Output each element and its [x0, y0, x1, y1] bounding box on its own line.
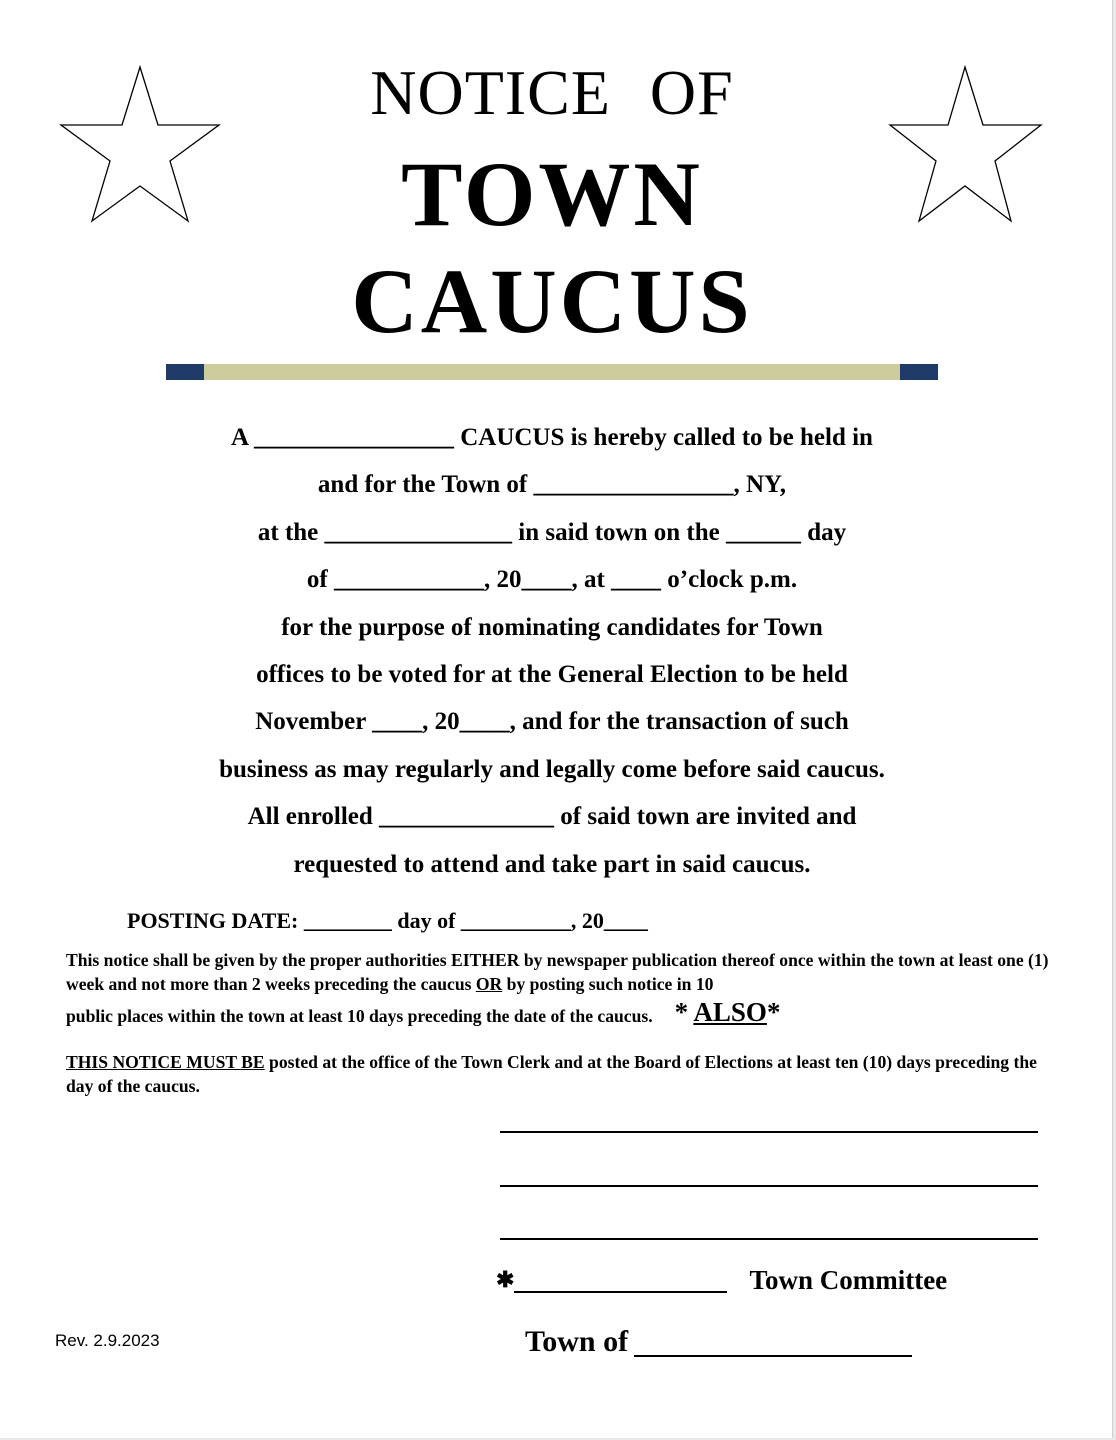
signature-line-3: [500, 1238, 1038, 1240]
body-line: A ________________ CAUCUS is hereby called to be held in: [231, 424, 873, 451]
body-line: requested to attend and take part in said caucus.: [293, 850, 811, 878]
body-line: and for the Town of ________________, NY,: [317, 471, 787, 499]
town-of-blank: [634, 1325, 912, 1357]
town-of-label: Town of: [525, 1325, 629, 1358]
notice-text-part1: This notice shall be given by the proper authorities EITHER by newspaper publication thereof once within the town at least one (1) week and not more than 2 weeks preceding the caucus: [66, 950, 1049, 994]
rule-right-block: [900, 364, 938, 380]
body-line: All enrolled ______________ of said town are invited and: [247, 803, 857, 831]
also-marker: [675, 997, 781, 1027]
town-of-row: [525, 1323, 912, 1361]
body-line: business as may regularly and legally come before said caucus.: [219, 755, 885, 783]
title-town: TOWN: [401, 143, 703, 245]
notice-instructions: [66, 948, 1056, 1028]
notice-or-word: OR: [475, 974, 503, 994]
also-word: ALSO: [693, 997, 767, 1027]
signature-line-1: [500, 1131, 1038, 1133]
also-suffix: *: [766, 997, 781, 1027]
signature-line-2: [500, 1185, 1038, 1187]
town-committee-row: [496, 1262, 947, 1298]
also-prefix: *: [674, 997, 694, 1027]
posting-date-line: POSTING DATE: ________ day of __________, 20____: [127, 908, 648, 933]
notice-last-line: public places within the town at least 10 days preceding the date of the caucus.: [66, 1006, 653, 1026]
body-line: at the _______________ in said town on the ______ day: [257, 518, 847, 546]
body-line: November ____, 20____, and for the transaction of such: [255, 708, 849, 736]
must-lead: THIS NOTICE MUST BE: [66, 1052, 265, 1072]
committee-blank: [514, 1263, 727, 1293]
posting-requirement: [66, 1050, 1056, 1098]
asterisk-icon: ✱: [496, 1267, 515, 1292]
title-notice-of: NOTICE OF: [370, 57, 734, 128]
rule-left-block: [166, 364, 204, 380]
body-line: offices to be voted for at the General Election to be held: [256, 660, 848, 688]
town-committee-label: Town Committee: [749, 1265, 948, 1295]
rule-middle-bar: [204, 364, 900, 380]
notice-last-line-wrap: [66, 997, 1056, 1028]
body-line: for the purpose of nominating candidates for Town: [281, 613, 823, 641]
caucus-body-text: [100, 414, 1004, 888]
revision-label: Rev. 2.9.2023: [55, 1331, 160, 1350]
notice-text-part2: by posting such notice in 10: [502, 974, 714, 994]
decorative-rule: [166, 364, 938, 380]
title-caucus: CAUCUS: [351, 250, 753, 352]
body-line: of ____________, 20____, at ____ o’clock p.m.: [306, 566, 798, 594]
must-rest: posted at the office of the Town Clerk and at the Board of Elections at least ten (10) days preceding the day of the caucus.: [66, 1052, 1037, 1096]
